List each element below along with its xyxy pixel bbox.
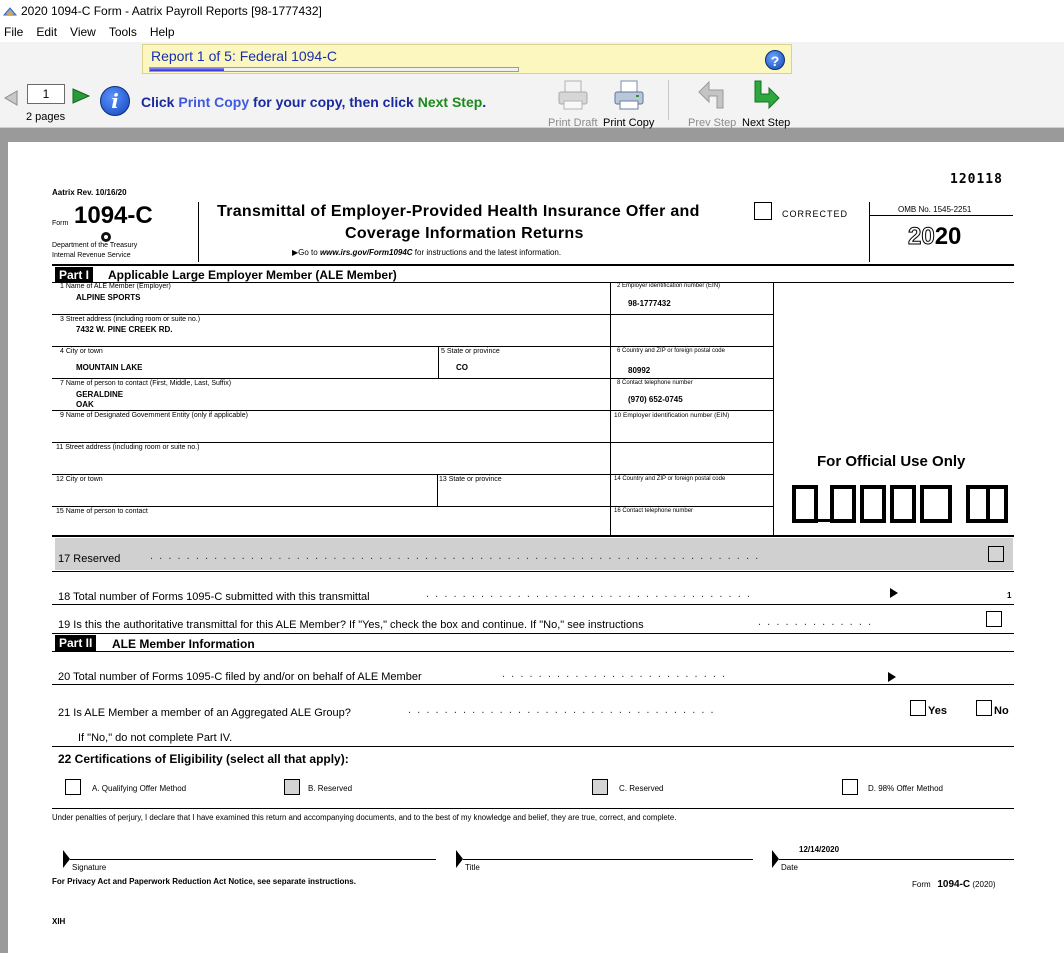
line22-label: 22 Certifications of Eligibility (select all that apply): [58, 752, 349, 766]
corrected-checkbox[interactable] [754, 202, 772, 220]
field13-label: 13 State or province [439, 476, 502, 483]
next-step-icon [749, 78, 783, 112]
printer-draft-icon [556, 78, 590, 112]
row-line-1 [52, 314, 773, 315]
official-use-barcode-icon [792, 484, 1010, 524]
instruction-text [141, 94, 486, 110]
line21-leader: . . . . . . . . . . . . . . . . . . . . . . . . . . . . . . . . . . [408, 704, 714, 716]
part1-bottom-rule [52, 535, 1014, 537]
header-divider-left [198, 202, 199, 262]
field4-value[interactable]: MOUNTAIN LAKE [76, 363, 143, 372]
report-progress-bar [149, 67, 519, 72]
cert-b-checkbox [284, 779, 300, 795]
footer-form-id [912, 879, 996, 890]
page-count: 2 pages [26, 111, 66, 123]
next-page-icon[interactable] [72, 88, 90, 104]
official-use-label: For Official Use Only [817, 453, 966, 470]
help-button[interactable]: ? [765, 50, 785, 70]
field12-label: 12 City or town [56, 476, 103, 483]
previous-page-icon[interactable] [4, 90, 18, 106]
cert-a-label: A. Qualifying Offer Method [92, 784, 187, 793]
date-arrow-icon [772, 850, 779, 868]
goto-prefix: Go to [298, 248, 320, 257]
line18-value[interactable]: 1 [1007, 591, 1012, 600]
prev-step-button[interactable] [688, 78, 736, 129]
cert-c-label: C. Reserved [619, 784, 664, 793]
report-banner [142, 44, 792, 74]
tax-year-outline: 20 [908, 223, 935, 250]
footer-form-number: 1094-C [937, 879, 971, 890]
row-line-3 [52, 378, 773, 379]
date-value[interactable]: 12/14/2020 [799, 845, 840, 854]
menu-help[interactable]: Help [149, 25, 175, 39]
menu-edit[interactable]: Edit [36, 25, 58, 39]
line17-rule [52, 571, 1014, 572]
line17-leader: . . . . . . . . . . . . . . . . . . . . . . . . . . . . . . . . . . . . . . . . . . . . . . . . . . . . . . . . . . . . . . . . . . . [150, 550, 759, 562]
tax-year [908, 223, 961, 251]
field9-label: 9 Name of Designated Government Entity (only if applicable) [60, 412, 248, 419]
omb-underline [869, 215, 1013, 216]
line18-label: 18 Total number of Forms 1095-C submitted with this transmittal [58, 591, 370, 603]
line20-leader: . . . . . . . . . . . . . . . . . . . . . . . . . [502, 668, 726, 680]
line21-no-checkbox[interactable] [976, 700, 992, 716]
title-arrow-icon [456, 850, 463, 868]
grid-col-border [773, 282, 774, 535]
field6-value[interactable]: 80992 [628, 366, 651, 375]
cert-b-label: B. Reserved [308, 784, 353, 793]
part1-rule [52, 282, 1014, 283]
omb-number: OMB No. 1545-2251 [898, 205, 972, 214]
report-progress-fill [150, 68, 224, 71]
window-titlebar [0, 0, 1064, 22]
info-icon: i [100, 86, 130, 116]
cert-d-label: D. 98% Offer Method [868, 784, 943, 793]
menu-tools[interactable]: Tools [108, 25, 137, 39]
line18-leader: . . . . . . . . . . . . . . . . . . . . . . . . . . . . . . . . . . . . [426, 588, 750, 600]
field3-value[interactable]: 7432 W. PINE CREEK RD. [76, 325, 173, 334]
footer-form-year: (2020) [972, 880, 996, 889]
line18-rule [52, 604, 1014, 605]
line21-yes-label: Yes [928, 705, 947, 717]
form-instructions-link: ▶Go to www.irs.gov/Form1094C for instructions and the latest information. [292, 248, 562, 257]
part2-rule [52, 651, 1014, 652]
instruction-mid: for your copy, then click [249, 94, 418, 110]
field16-label: 16 Contact telephone number [614, 508, 694, 514]
field14-label: 14 Country and ZIP or foreign postal code [614, 476, 726, 482]
line21-rule [52, 746, 1014, 747]
col-state-divider-2 [437, 474, 438, 506]
field10-label: 10 Employer identification number (EIN) [614, 412, 730, 419]
row-line-6 [52, 474, 773, 475]
form-title-line1: Transmittal of Employer-Provided Health Insurance Offer and [217, 203, 700, 220]
line19-leader: . . . . . . . . . . . . . [758, 616, 872, 628]
instruction-end: . [482, 94, 487, 110]
instruction-click: Click [141, 94, 179, 110]
page-number-input[interactable]: 1 [27, 84, 65, 104]
next-step-button[interactable] [742, 78, 790, 129]
field1-value[interactable]: ALPINE SPORTS [76, 293, 141, 302]
printer-copy-icon [612, 78, 646, 112]
field7-value-last[interactable]: OAK [76, 400, 94, 409]
form-number: 1094-C [74, 202, 153, 229]
cert-a-checkbox[interactable] [65, 779, 81, 795]
line19-label: 19 Is this the authoritative transmittal for this ALE Member? If "Yes," check the box and continue. If "No," see instructions [58, 619, 644, 631]
toolbar [0, 42, 1064, 128]
line17-label: 17 Reserved [58, 553, 121, 565]
line21-note: If "No," do not complete Part IV. [78, 732, 233, 744]
goto-suffix: for instructions and the latest information. [412, 248, 562, 257]
field1-label: 1 Name of ALE Member (Employer) [60, 283, 171, 290]
field2-value[interactable]: 98-1777432 [628, 299, 671, 308]
toolbar-separator [668, 80, 669, 120]
next-step-label: Next Step [742, 117, 791, 129]
signature-line[interactable] [70, 859, 436, 860]
field5-value[interactable]: CO [456, 363, 468, 372]
form-revision: Aatrix Rev. 10/16/20 [52, 188, 127, 197]
prev-step-icon [695, 78, 729, 112]
cert-c-checkbox [592, 779, 608, 795]
field8-value[interactable]: (970) 652-0745 [628, 395, 683, 404]
field6-label: 6 Country and ZIP or foreign postal code [617, 348, 725, 354]
form-document [8, 142, 1064, 953]
row-line-5 [52, 442, 773, 443]
part2-label: Part II [55, 635, 96, 651]
date-label: Date [781, 863, 798, 872]
menu-view[interactable]: View [70, 25, 96, 39]
form-word: Form [52, 220, 69, 227]
header-divider-right [869, 202, 870, 262]
field7-value-first[interactable]: GERALDINE [76, 390, 124, 399]
menu-bar [0, 22, 1064, 42]
app-logo-icon [3, 6, 17, 16]
window-title: 2020 1094-C Form - Aatrix Payroll Reports [98-1777432] [21, 4, 322, 18]
part2-title: ALE Member Information [112, 637, 255, 651]
line17-checkbox [988, 546, 1004, 562]
title-label: Title [465, 863, 480, 872]
row-line-7 [52, 506, 773, 507]
line20-arrow-icon [888, 672, 896, 682]
field3-label: 3 Street address (including room or suite no.) [60, 316, 201, 323]
print-copy-label: Print Copy [603, 117, 655, 129]
grid-col-right [610, 282, 611, 535]
col-state-divider [438, 346, 439, 378]
footer-code: XIH [52, 917, 66, 926]
part1-title: Applicable Large Employer Member (ALE Member) [108, 268, 397, 282]
title-line[interactable] [463, 859, 753, 860]
privacy-notice: For Privacy Act and Paperwork Reduction Act Notice, see separate instructions. [52, 877, 356, 886]
field7-label: 7 Name of person to contact (First, Middle, Last, Suffix) [60, 380, 232, 387]
line19-rule [52, 633, 1014, 634]
report-title: Report 1 of 5: Federal 1094-C [151, 48, 337, 64]
header-bottom-rule [52, 264, 1014, 266]
line20-rule [52, 684, 1014, 685]
line21-no-label: No [994, 705, 1009, 717]
line18-arrow-icon [890, 588, 898, 598]
perjury-statement: Under penalties of perjury, I declare that I have examined this return and accompanying documents, and to the best of my knowledge and belief, they are true, correct, and complete. [52, 813, 677, 822]
line22-rule [52, 808, 1014, 809]
menu-file[interactable]: File [4, 25, 24, 39]
line20-label: 20 Total number of Forms 1095-C filed by and/or on behalf of ALE Member [58, 671, 422, 683]
print-copy-button[interactable] [603, 78, 654, 129]
print-draft-label: Print Draft [548, 117, 598, 129]
dept-irs: Internal Revenue Service [52, 252, 131, 259]
line21-yes-checkbox[interactable] [910, 700, 926, 716]
signature-label: Signature [72, 863, 107, 872]
instruction-print-copy: Print Copy [178, 94, 250, 110]
tax-year-solid: 20 [934, 223, 962, 250]
field4-label: 4 City or town [60, 348, 103, 355]
cert-d-checkbox[interactable] [842, 779, 858, 795]
prev-step-label: Prev Step [688, 117, 737, 129]
signature-arrow-icon [63, 850, 70, 868]
part1-label: Part I [55, 267, 93, 283]
form-title-line2: Coverage Information Returns [345, 225, 584, 242]
field15-label: 15 Name of person to contact [56, 508, 148, 515]
row-line-4 [52, 410, 773, 411]
footer-form-word: Form [912, 880, 931, 889]
form-code: 120118 [950, 172, 1003, 187]
line21-label: 21 Is ALE Member a member of an Aggregated ALE Group? [58, 707, 351, 719]
print-draft-button[interactable] [548, 78, 598, 129]
instruction-next-step: Next Step [417, 94, 483, 110]
field8-label: 8 Contact telephone number [617, 380, 693, 386]
dept-treasury: Department of the Treasury [52, 242, 138, 249]
corrected-label: CORRECTED [782, 209, 849, 219]
field11-label: 11 Street address (including room or suite no.) [56, 444, 200, 451]
row-line-2 [52, 346, 773, 347]
field2-label: 2 Employer identification number (EIN) [617, 283, 721, 289]
goto-url[interactable]: www.irs.gov/Form1094C [319, 248, 413, 257]
line19-authoritative-checkbox[interactable] [986, 611, 1002, 627]
date-line[interactable] [779, 859, 1014, 860]
field5-label: 5 State or province [441, 348, 500, 355]
